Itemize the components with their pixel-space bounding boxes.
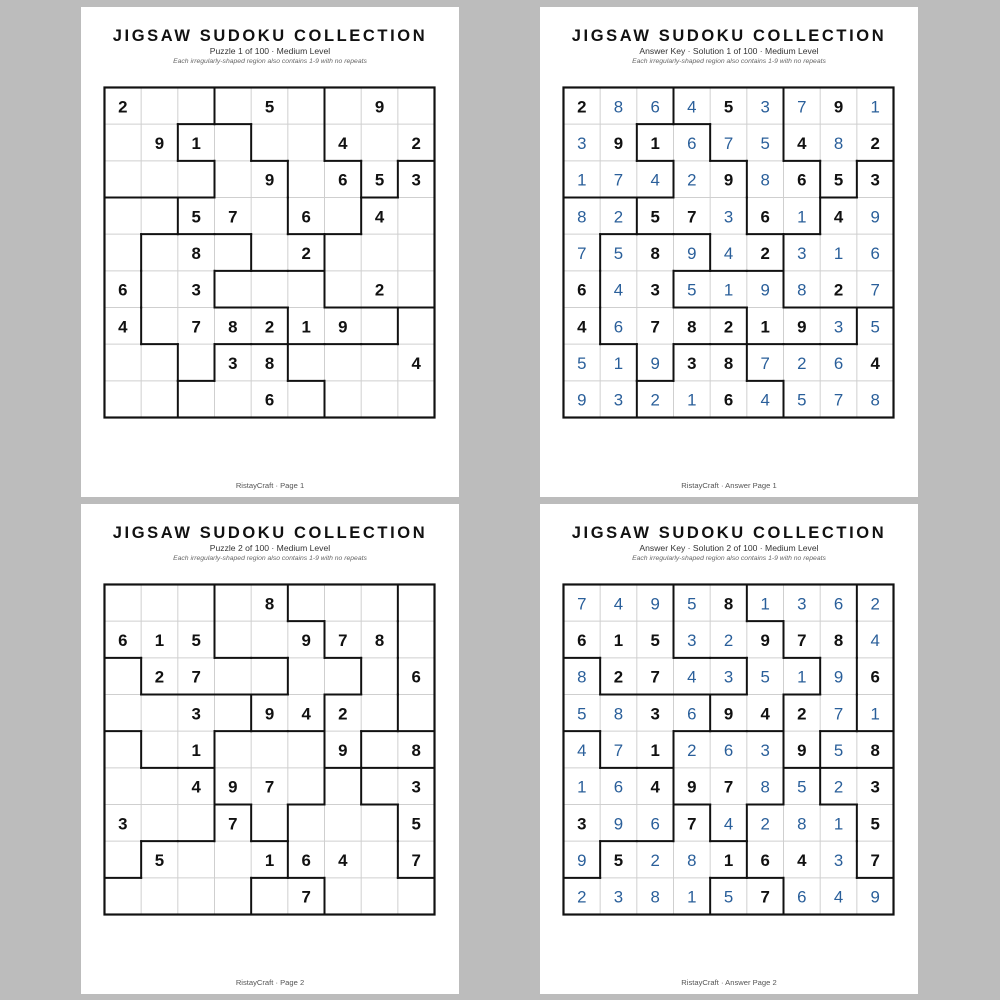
given-digit: 8: [264, 353, 275, 373]
solution-digit: 6: [833, 594, 844, 614]
given-digit: 3: [687, 353, 697, 373]
given-digit: 3: [870, 777, 880, 797]
given-digit: 2: [338, 704, 348, 724]
given-digit: 8: [650, 243, 660, 263]
given-digit: 1: [154, 630, 165, 650]
given-digit: 5: [650, 630, 660, 650]
solution-digit: 7: [833, 390, 844, 410]
solution-digit: 2: [650, 390, 660, 410]
solution-digit: 1: [833, 243, 844, 263]
given-digit: 4: [760, 704, 770, 724]
given-digit: 7: [338, 630, 348, 650]
solution-digit: 1: [797, 207, 807, 227]
solution-digit: 2: [577, 887, 587, 907]
given-digit: 5: [154, 850, 165, 870]
solution-digit: 1: [577, 170, 587, 190]
page-note: Each irregularly-shaped region also contains 1-9 with no repeats: [632, 58, 826, 65]
given-digit: 4: [338, 850, 348, 870]
solution-digit: 6: [687, 133, 697, 153]
solution-digit: 1: [577, 777, 587, 797]
given-digit: 3: [191, 280, 201, 300]
grid-svg: [562, 583, 895, 916]
given-digit: 7: [411, 850, 421, 870]
given-digit: 9: [687, 777, 697, 797]
solution-digit: 9: [760, 280, 770, 300]
solution-digit: 4: [760, 390, 770, 410]
given-digit: 9: [264, 704, 275, 724]
given-digit: 2: [154, 667, 165, 687]
solution-digit: 8: [797, 280, 807, 300]
page-subtitle: Answer Key · Solution 1 of 100 · Medium Level: [639, 46, 819, 56]
given-digit: 4: [577, 317, 587, 337]
solution-digit: 4: [613, 280, 624, 300]
given-digit: 2: [577, 97, 587, 117]
solution-digit: 1: [870, 704, 880, 724]
grid-svg: [562, 86, 895, 419]
given-digit: 6: [760, 207, 770, 227]
given-digit: 4: [797, 850, 807, 870]
solution-digit: 9: [577, 390, 587, 410]
solution-digit: 2: [797, 353, 807, 373]
solution-digit: 2: [687, 740, 697, 760]
given-digit: 2: [411, 133, 421, 153]
page-note: Each irregularly-shaped region also contains 1-9 with no repeats: [173, 555, 367, 562]
given-digit: 3: [411, 777, 421, 797]
given-digit: 7: [650, 317, 660, 337]
given-digit: 9: [613, 133, 624, 153]
solution-digit: 4: [833, 887, 844, 907]
solution-digit: 7: [613, 170, 624, 190]
solution-digit: 2: [687, 170, 697, 190]
given-digit: 7: [760, 887, 770, 907]
given-digit: 6: [118, 630, 128, 650]
given-digit: 2: [870, 133, 880, 153]
grid-svg: [103, 583, 436, 916]
given-digit: 7: [870, 850, 880, 870]
given-digit: 3: [411, 170, 421, 190]
solution-digit: 5: [760, 133, 770, 153]
given-digit: 7: [687, 814, 697, 834]
given-digit: 3: [228, 353, 238, 373]
given-digit: 7: [264, 777, 275, 797]
solution-digit: 7: [760, 353, 770, 373]
page-title: JIGSAW SUDOKU COLLECTION: [571, 27, 887, 45]
solution-digit: 3: [723, 667, 734, 687]
sudoku-grid: [562, 86, 895, 419]
solution-digit: 4: [650, 170, 660, 190]
solution-digit: 3: [797, 594, 807, 614]
solution-digit: 3: [760, 97, 770, 117]
answer-page-1: [540, 7, 918, 497]
solution-digit: 2: [613, 207, 624, 227]
page-footer: RistayCraft · Answer Page 2: [681, 978, 777, 987]
solution-digit: 9: [687, 243, 697, 263]
given-digit: 4: [118, 317, 128, 337]
given-digit: 8: [191, 243, 201, 263]
solution-digit: 5: [687, 594, 697, 614]
sudoku-grid: [562, 583, 895, 916]
given-digit: 1: [191, 740, 201, 760]
given-digit: 7: [687, 207, 697, 227]
solution-digit: 1: [613, 353, 624, 373]
given-digit: 6: [577, 280, 587, 300]
given-digit: 2: [760, 243, 770, 263]
solution-digit: 5: [833, 740, 844, 760]
solution-digit: 5: [760, 667, 770, 687]
given-digit: 5: [870, 814, 880, 834]
given-digit: 6: [338, 170, 348, 190]
given-digit: 5: [191, 630, 201, 650]
solution-digit: 4: [687, 667, 697, 687]
given-digit: 3: [118, 814, 128, 834]
given-digit: 8: [228, 317, 238, 337]
given-digit: 9: [228, 777, 238, 797]
given-digit: 6: [760, 850, 770, 870]
given-digit: 6: [870, 667, 880, 687]
given-digit: 9: [338, 740, 348, 760]
given-digit: 1: [723, 850, 734, 870]
given-digit: 5: [374, 170, 385, 190]
given-digit: 6: [411, 667, 421, 687]
given-digit: 2: [833, 280, 844, 300]
solution-digit: 1: [760, 594, 770, 614]
solution-digit: 8: [797, 814, 807, 834]
solution-digit: 4: [723, 814, 734, 834]
solution-digit: 8: [650, 887, 660, 907]
given-digit: 8: [374, 630, 385, 650]
solution-digit: 9: [577, 850, 587, 870]
given-digit: 4: [833, 207, 844, 227]
given-digit: 9: [338, 317, 348, 337]
solution-digit: 1: [723, 280, 734, 300]
solution-digit: 4: [613, 594, 624, 614]
sudoku-grid: [103, 86, 436, 419]
answer-page-2: [540, 504, 918, 994]
given-digit: 9: [760, 630, 770, 650]
solution-digit: 9: [833, 667, 844, 687]
solution-digit: 7: [577, 594, 587, 614]
solution-digit: 6: [650, 97, 660, 117]
given-digit: 4: [338, 133, 348, 153]
sudoku-grid: [103, 583, 436, 916]
solution-digit: 6: [723, 740, 734, 760]
solution-digit: 8: [613, 704, 624, 724]
given-digit: 3: [650, 280, 660, 300]
solution-digit: 7: [613, 740, 624, 760]
solution-digit: 5: [723, 887, 734, 907]
given-digit: 7: [797, 630, 807, 650]
given-digit: 5: [411, 814, 421, 834]
solution-digit: 3: [723, 207, 734, 227]
given-digit: 8: [687, 317, 697, 337]
given-digit: 2: [613, 667, 624, 687]
page-title: JIGSAW SUDOKU COLLECTION: [112, 27, 428, 45]
given-digit: 2: [723, 317, 734, 337]
solution-digit: 3: [577, 133, 587, 153]
solution-digit: 6: [797, 887, 807, 907]
given-digit: 9: [797, 317, 807, 337]
solution-digit: 1: [833, 814, 844, 834]
solution-digit: 3: [687, 630, 697, 650]
solution-digit: 3: [833, 317, 844, 337]
page-footer: RistayCraft · Answer Page 1: [681, 481, 777, 490]
puzzle-page-2: [81, 504, 459, 994]
solution-digit: 2: [760, 814, 770, 834]
solution-digit: 8: [577, 207, 587, 227]
solution-digit: 5: [613, 243, 624, 263]
given-digit: 1: [650, 740, 660, 760]
solution-digit: 1: [687, 390, 697, 410]
given-digit: 8: [723, 353, 734, 373]
solution-digit: 9: [870, 887, 880, 907]
solution-digit: 7: [723, 133, 734, 153]
given-digit: 1: [760, 317, 770, 337]
given-digit: 2: [118, 97, 128, 117]
given-digit: 6: [264, 390, 275, 410]
solution-digit: 8: [833, 133, 844, 153]
given-digit: 1: [650, 133, 660, 153]
page-title: JIGSAW SUDOKU COLLECTION: [112, 524, 428, 542]
given-digit: 9: [154, 133, 165, 153]
page-subtitle: Answer Key · Solution 2 of 100 · Medium Level: [639, 543, 819, 553]
solution-digit: 9: [650, 594, 660, 614]
solution-digit: 7: [577, 243, 587, 263]
given-digit: 3: [870, 170, 880, 190]
given-digit: 6: [577, 630, 587, 650]
given-digit: 2: [264, 317, 275, 337]
given-digit: 1: [613, 630, 624, 650]
solution-digit: 3: [613, 887, 624, 907]
page-note: Each irregularly-shaped region also contains 1-9 with no repeats: [173, 58, 367, 65]
given-digit: 9: [264, 170, 275, 190]
solution-digit: 6: [870, 243, 880, 263]
given-digit: 7: [228, 207, 238, 227]
given-digit: 5: [613, 850, 624, 870]
given-digit: 5: [650, 207, 660, 227]
solution-digit: 7: [833, 704, 844, 724]
given-digit: 8: [264, 594, 275, 614]
solution-digit: 9: [870, 207, 880, 227]
solution-digit: 7: [870, 280, 880, 300]
given-digit: 7: [650, 667, 660, 687]
solution-digit: 2: [650, 850, 660, 870]
solution-digit: 3: [797, 243, 807, 263]
given-digit: 7: [191, 317, 201, 337]
solution-digit: 8: [577, 667, 587, 687]
solution-digit: 5: [687, 280, 697, 300]
given-digit: 2: [374, 280, 385, 300]
given-digit: 4: [797, 133, 807, 153]
given-digit: 6: [301, 207, 311, 227]
given-digit: 5: [264, 97, 275, 117]
given-digit: 5: [833, 170, 844, 190]
solution-digit: 6: [833, 353, 844, 373]
given-digit: 6: [797, 170, 807, 190]
given-digit: 4: [870, 353, 880, 373]
solution-digit: 5: [870, 317, 880, 337]
given-digit: 4: [374, 207, 385, 227]
given-digit: 5: [723, 97, 734, 117]
solution-digit: 5: [797, 777, 807, 797]
solution-digit: 2: [833, 777, 844, 797]
given-digit: 8: [833, 630, 844, 650]
given-digit: 3: [650, 704, 660, 724]
page-footer: RistayCraft · Page 2: [235, 978, 305, 987]
given-digit: 4: [411, 353, 421, 373]
page-note: Each irregularly-shaped region also contains 1-9 with no repeats: [632, 555, 826, 562]
solution-digit: 4: [577, 740, 587, 760]
given-digit: 7: [191, 667, 201, 687]
given-digit: 9: [374, 97, 385, 117]
solution-digit: 8: [760, 170, 770, 190]
solution-digit: 5: [577, 353, 587, 373]
given-digit: 8: [411, 740, 421, 760]
solution-digit: 9: [650, 353, 660, 373]
solution-digit: 8: [760, 777, 770, 797]
given-digit: 2: [797, 704, 807, 724]
given-digit: 2: [301, 243, 311, 263]
page-footer: RistayCraft · Page 1: [235, 481, 305, 490]
grid-svg: [103, 86, 436, 419]
solution-digit: 5: [797, 390, 807, 410]
solution-digit: 7: [797, 97, 807, 117]
solution-digit: 6: [687, 704, 697, 724]
given-digit: 7: [228, 814, 238, 834]
solution-digit: 4: [687, 97, 697, 117]
given-digit: 1: [301, 317, 311, 337]
given-digit: 9: [723, 170, 734, 190]
given-digit: 9: [723, 704, 734, 724]
given-digit: 5: [191, 207, 201, 227]
solution-digit: 9: [613, 814, 624, 834]
solution-digit: 6: [613, 317, 624, 337]
solution-digit: 4: [723, 243, 734, 263]
solution-digit: 3: [833, 850, 844, 870]
solution-digit: 1: [797, 667, 807, 687]
solution-digit: 3: [760, 740, 770, 760]
given-digit: 4: [650, 777, 660, 797]
given-digit: 8: [870, 740, 880, 760]
page-subtitle: Puzzle 1 of 100 · Medium Level: [209, 46, 331, 56]
puzzle-page-1: [81, 7, 459, 497]
page-subtitle: Puzzle 2 of 100 · Medium Level: [209, 543, 331, 553]
given-digit: 7: [301, 887, 311, 907]
solution-digit: 8: [613, 97, 624, 117]
given-digit: 9: [833, 97, 844, 117]
given-digit: 1: [191, 133, 201, 153]
solution-digit: 5: [577, 704, 587, 724]
given-digit: 3: [577, 814, 587, 834]
given-digit: 3: [191, 704, 201, 724]
solution-digit: 8: [687, 850, 697, 870]
solution-digit: 1: [687, 887, 697, 907]
given-digit: 7: [723, 777, 734, 797]
solution-digit: 1: [870, 97, 880, 117]
given-digit: 6: [301, 850, 311, 870]
given-digit: 4: [191, 777, 201, 797]
page-title: JIGSAW SUDOKU COLLECTION: [571, 524, 887, 542]
solution-digit: 8: [870, 390, 880, 410]
solution-digit: 3: [613, 390, 624, 410]
given-digit: 9: [301, 630, 311, 650]
solution-digit: 6: [650, 814, 660, 834]
solution-digit: 2: [723, 630, 734, 650]
given-digit: 6: [723, 390, 734, 410]
given-digit: 9: [797, 740, 807, 760]
solution-digit: 6: [613, 777, 624, 797]
given-digit: 6: [118, 280, 128, 300]
solution-digit: 2: [870, 594, 880, 614]
solution-digit: 4: [870, 630, 880, 650]
given-digit: 8: [723, 594, 734, 614]
given-digit: 1: [264, 850, 275, 870]
given-digit: 4: [301, 704, 311, 724]
